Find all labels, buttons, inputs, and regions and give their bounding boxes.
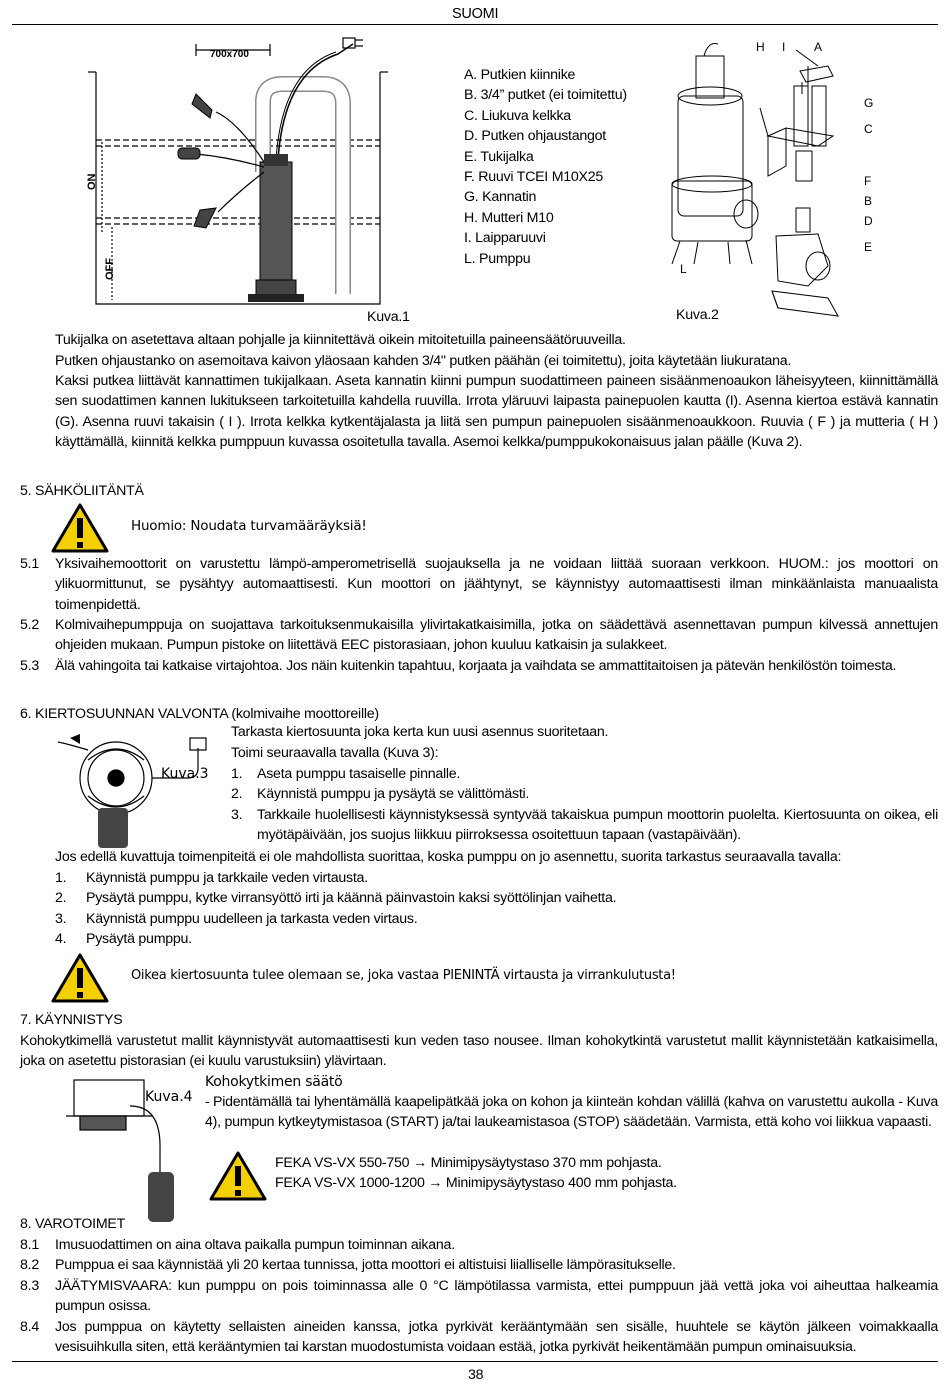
fallback-step-text: Pysäytä pumppu, kytke virransyöttö irti ja käännä päinvastoin kaksi syöttölinjan vaihetta. (86, 890, 617, 906)
figure-well-installation (88, 32, 388, 322)
install-line-2: Putken ohjaustanko on asemoitava kaivon yläosaan kahden 3/4" putken päähän (ei toimitettu), joita käytetään liukuratana. (55, 353, 792, 369)
section6-step-text: Käynnistä pumppu ja pysäytä se välittömästi. (257, 786, 530, 802)
legend-item: L. Pumppu (464, 250, 531, 267)
section5-item-number: 5.2 (20, 617, 39, 633)
section6-step-number: 2. (231, 786, 243, 802)
section7-subtitle: Kohokytkimen säätö (205, 1074, 343, 1090)
part-letter-b: B (864, 194, 873, 208)
fallback-step-number: 4. (55, 931, 67, 947)
part-letter-i: I (782, 40, 786, 54)
fallback-step-number: 2. (55, 890, 67, 906)
section6-warning: Oikea kiertosuunta tulee olemaan se, joka vastaa PIENINTÄ virtausta ja virrankulutusta! (131, 968, 676, 983)
section6-step-text: Aseta pumppu tasaiselle pinnalle. (257, 766, 461, 782)
legend-item: G. Kannatin (464, 189, 537, 206)
header-rule (12, 24, 938, 25)
legend-item: E. Tukijalka (464, 148, 534, 165)
warning-icon (50, 952, 110, 1004)
warning-icon (208, 1150, 268, 1202)
warning-icon (50, 502, 110, 554)
section6-step-number: 3. (231, 807, 243, 823)
legend-item: H. Mutteri M10 (464, 209, 554, 226)
parts-legend (464, 65, 627, 269)
section6-intro-2: Toimi seuraavalla tavalla (Kuva 3): (231, 745, 439, 761)
section8-item-number: 8.2 (20, 1257, 39, 1273)
section5-title: 5. SÄHKÖLIITÄNTÄ (20, 483, 144, 499)
section8-item-text: Pumppua ei saa käynnistää yli 20 kertaa tunnissa, jotta moottori ei altistuisi liialliselle lämpörasitukselle. (55, 1257, 676, 1273)
section7-bullet-text: Pidentämällä tai lyhentämällä kaapelipätkää joka on kohon ja kiinteän kohdan välillä (kahva on varustettu aukolla - Kuva 4), pumpun kytkeytymistasoa (START) ja/tai laukeamistasoa (STOP) säädetään. Varmista, että koho voi liikkua vapaasti. (205, 1094, 938, 1131)
legend-item: B. 3/4” putket (ei toimitettu) (464, 87, 627, 104)
legend-item: C. Liukuva kelkka (464, 107, 571, 124)
figure1-caption: Kuva.1 (367, 309, 410, 325)
figure-exploded-assembly (668, 36, 883, 331)
figure2-caption: Kuva.2 (676, 307, 719, 323)
on-level-label: ON (86, 173, 98, 190)
fallback-step-text: Pysäytä pumppu. (86, 931, 192, 947)
section5-item-text: Älä vahingoita tai katkaise virtajohtoa. Jos näin kuitenkin tapahtuu, korjaata ja vaihdata se ammattitaitoisen ja pätevän henkilöstön toimesta. (55, 658, 897, 674)
section8-item-number: 8.4 (20, 1319, 39, 1335)
figure3-caption: Kuva.3 (161, 766, 209, 782)
section6-title: 6. KIERTOSUUNNAN VALVONTA (kolmivaihe moottoreille) (20, 706, 379, 722)
legend-item: I. Laipparuuvi (464, 230, 546, 247)
level-spec: FEKA VS-VX 550-750 → Minimipysäytystaso 370 mm pohjasta. (275, 1155, 662, 1171)
part-letter-d: D (864, 214, 873, 228)
page-number: 38 (468, 1367, 484, 1383)
fallback-step-text: Käynnistä pumppu uudelleen ja tarkasta veden virtaus. (86, 911, 418, 927)
part-letter-l: L (680, 262, 687, 276)
section5-item-text: Yksivaihemoottorit on varustettu lämpö-amperometrisellä suojauksella ja ne voidaan liittää suoraan verkkoon. HUOM.: jos moottori on ylikuormittunut, se pysähtyy automaattisesti. Kun moottori on jäähtynyt, se käynnistyy automaattisesti ilman minkäänlaista manuaalista toimenpidettä. (55, 556, 938, 613)
section8-item-text: Jos pumppua on käytetty sellaisten aineiden kanssa, jotka pyrkivät kerääntymään sen sisälle, huuhtele se käytön jälkeen voimakkaalla vesisuihkulla siten, että kerääntymien tai karstan muodostumista voidaan estää, jotka pyrkivät heikentämään pumpun ominaisuuksia. (55, 1319, 938, 1356)
part-letter-g: G (864, 96, 874, 110)
section5-item-number: 5.1 (20, 556, 39, 572)
part-letter-e: E (864, 240, 873, 254)
off-level-label: OFF (104, 258, 116, 280)
section5-warning: Huomio: Noudata turvamääräyksiä! (131, 518, 367, 534)
bullet-dash: - (205, 1094, 210, 1110)
section8-item-text: JÄÄTYMISVAARA: kun pumppu on pois toiminnassa alle 0 °C lämpötilassa varmista, ettei pumppuun jää vettä joka voi aiheuttaa halkeamia pumpun osissa. (55, 1278, 938, 1315)
install-paragraph: Kaksi putkea liittävät kannattimen tukijalkaan. Aseta kannatin kiinni pumpun suodattimeen paineen sisäänmenoaukon läheisyyteen, kiinnittämällä sen suodattimen kannen lukitukseen tarkoitetuilla kahdella ruuvilla. Irrota yläruuvi laipasta painepuolen kautta (I). Asenna kiertoa estävä kannatin (G). Asenna ruuvi takaisin ( I ). Irrota kelkka kytkentäjalasta ja liitä sen pumpun painepuolen sisäänmenoaukkoon. Ruuvia ( F ) ja mutteria ( H ) käyttämällä, kiinnitä kelkka pumppuun kuvassa osoitetulla tavalla. Asemoi kelkka/pumppukokonaisuus jalan päälle (Kuva 2). (55, 373, 938, 451)
section5-item-text: Kolmivaihepumppuja on suojattava tarkoituksenmukaisilla ylivirtakatkaisimilla, jotka on säädettävä asennettavan pumpun kilvessä annettujen ohjeiden mukaan. Pumpun pistoke on liitettävä EEC pistorasiaan, johon kuuluu katkaisin ja sulakkeet. (55, 617, 938, 654)
part-letter-f: F (864, 174, 872, 188)
footer-rule (12, 1361, 938, 1362)
language-header: SUOMI (452, 6, 499, 22)
section7-title: 7. KÄYNNISTYS (20, 1012, 123, 1028)
dimension-label: 700x700 (210, 49, 249, 60)
fallback-step-text: Käynnistä pumppu ja tarkkaile veden virtausta. (86, 870, 368, 886)
section8-title: 8. VAROTOIMET (20, 1216, 126, 1232)
figure-rotation-check (58, 730, 218, 850)
section8-item-text: Imusuodattimen on aina oltava paikalla pumpun toiminnan aikana. (55, 1237, 455, 1253)
install-line-1: Tukijalka on asetettava altaan pohjalle ja kiinnitettävä oikein mitoitetuilla paineensäätöruuveilla. (55, 332, 626, 348)
section6-intro-1: Tarkasta kiertosuunta joka kerta kun uusi asennus suoritetaan. (231, 724, 609, 740)
legend-item: A. Putkien kiinnike (464, 67, 576, 83)
section6-step-number: 1. (231, 766, 243, 782)
part-letter-a: A (814, 40, 823, 54)
figure4-caption: Kuva.4 (145, 1089, 193, 1105)
level-spec: FEKA VS-VX 1000-1200 → Minimipysäytystaso 400 mm pohjasta. (275, 1175, 677, 1191)
section7-paragraph: Kohokytkimellä varustetut mallit käynnistyvät automaattisesti kun veden taso nousee. Ilman kohokytkintä varustetut mallit käynnistetään katkaisimella, joka on asetettu pistorasian (ei kuulu varustuksiin) ylävirtaan. (20, 1033, 938, 1070)
section6-fallback-intro: Jos edellä kuvattuja toimenpiteitä ei ole mahdollista suorittaa, koska pumppu on jo asennettu, suorita tarkastus seuraavalla tavalla: (55, 849, 842, 865)
fallback-step-number: 3. (55, 911, 67, 927)
section6-step-text: Tarkkaile huolellisesti käynnistyksessä syntyvää takaiskua pumpun moottorin puolelta. Kiertosuunta on oikea, eli myötäpäivään, jos suojus liikkuu piirroksessa osoitettuun tapaan (vastapäivään). (257, 807, 938, 844)
part-letter-h: H (756, 40, 765, 54)
section5-item-number: 5.3 (20, 658, 39, 674)
legend-item: D. Putken ohjaustangot (464, 128, 606, 145)
section8-item-number: 8.3 (20, 1278, 39, 1294)
fallback-step-number: 1. (55, 870, 67, 886)
part-letter-c: C (864, 122, 873, 136)
legend-item: F. Ruuvi TCEI M10X25 (464, 169, 604, 186)
section8-item-number: 8.1 (20, 1237, 39, 1253)
